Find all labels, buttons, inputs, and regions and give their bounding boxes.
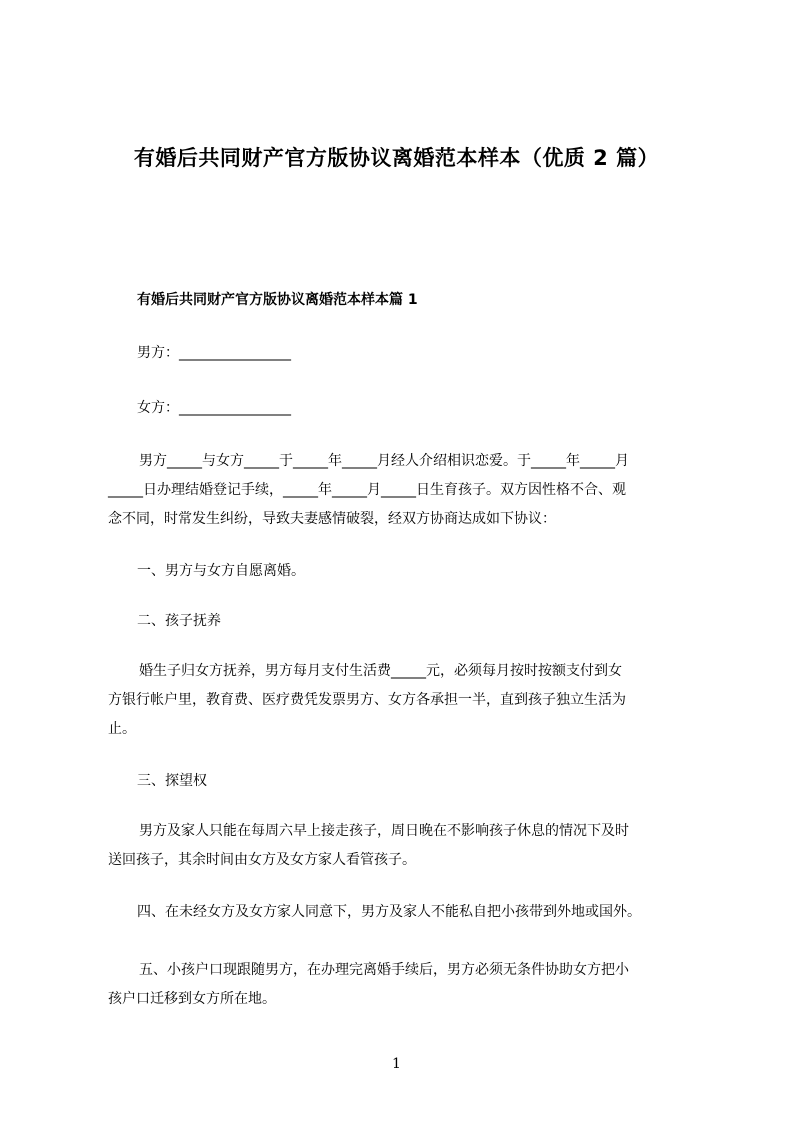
intro-line-3: 念不同，时常发生纠纷，导致夫妻感情破裂，经双方协商达成如下协议： (108, 511, 556, 527)
clause-3-heading: 三、探望权 (137, 773, 207, 789)
document-title: 有婚后共同财产官方版协议离婚范本样本（优质 2 篇） (133, 146, 660, 170)
clause-5-line-1: 五、小孩户口现跟随男方，在办理完离婚手续后，男方必须无条件协助女方把小 (139, 962, 629, 978)
clause-1: 一、男方与女方自愿离婚。 (137, 563, 305, 579)
page-number: 1 (392, 1056, 401, 1072)
clause-4: 四、在未经女方及女方家人同意下，男方及家人不能私自把小孩带到外地或国外。 (137, 904, 641, 920)
female-party-line: 女方：________________ (137, 400, 291, 416)
clause-2-line-1: 婚生子归女方抚养，男方每月支付生活费_____元，必须每月按时按额支付到女 (139, 663, 622, 679)
section-heading: 有婚后共同财产官方版协议离婚范本样本篇 1 (137, 292, 418, 308)
clause-3-line-2: 送回孩子，其余时间由女方及女方家人看管孩子。 (108, 852, 416, 868)
clause-5-line-2: 孩户口迁移到女方所在地。 (108, 991, 276, 1007)
intro-line-1: 男方_____与女方_____于_____年_____月经人介绍相识恋爱。于_____年_____月 (139, 453, 629, 469)
clause-2-heading: 二、孩子抚养 (137, 613, 221, 629)
clause-3-line-1: 男方及家人只能在每周六早上接走孩子，周日晚在不影响孩子休息的情况下及时 (139, 823, 629, 839)
clause-2-line-2: 方银行帐户里，教育费、医疗费凭发票男方、女方各承担一半，直到孩子独立生活为 (108, 692, 626, 708)
intro-line-2: _____日办理结婚登记手续，_____年_____月_____日生育孩子。双方因性格不合、观 (108, 482, 626, 498)
clause-2-line-3: 止。 (108, 721, 136, 737)
male-party-line: 男方：________________ (137, 345, 291, 361)
